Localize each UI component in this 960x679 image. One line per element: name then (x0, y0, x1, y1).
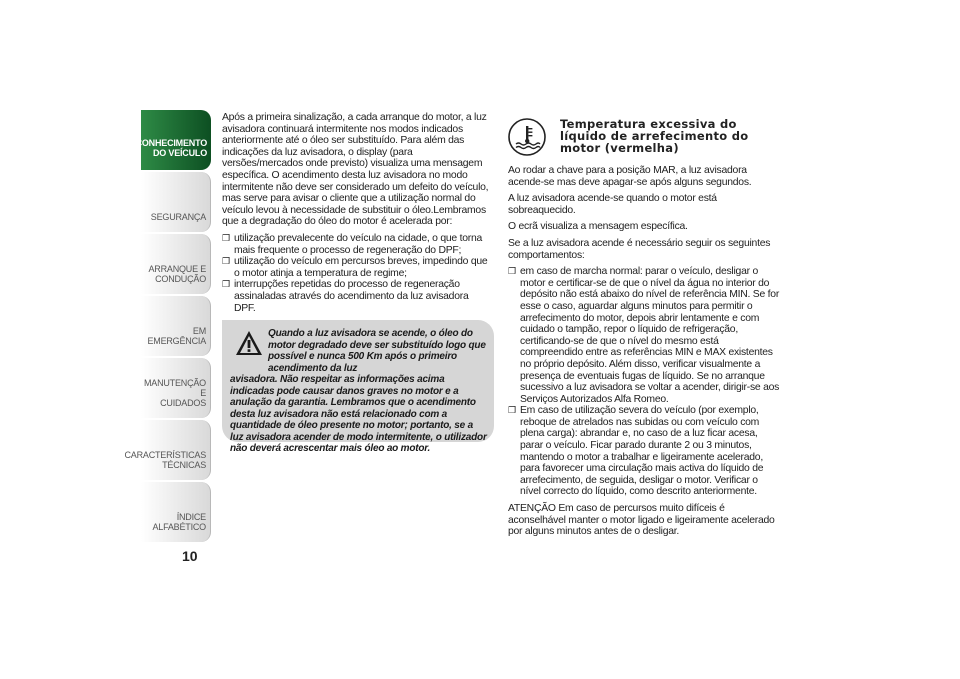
tab-seguranca[interactable] (141, 172, 211, 232)
warning-box (222, 320, 494, 454)
intro-paragraph: Após a primeira sinalização, a cada arranque do motor, a luz avisadora continuará intermitente nos modos indicados anteriormente até o óleo ser substituído. Para além das indicações da luz avisadora, o display (para versões/mercados onde previsto) visualiza uma mensagem específica. O acendimento desta luz avisadora no modo intermitente não deve ser considerado um defeito do veículo, mas serve para avisar o cliente que a utilização normal do veículo levou à necessidade de substituir o óleo.Lembramos que a degradação do óleo do motor é acelerada por: (222, 112, 489, 228)
chapter-sidebar (124, 110, 211, 544)
tab-label-line2: TÉCNICAS (162, 460, 206, 470)
tab-label-line2: CUIDADOS (160, 398, 206, 408)
list-item: ❒ interrupções repetidas do processo de regeneração assinaladas através do acendimento da luz avisadora DPF. (222, 279, 492, 314)
tab-label (151, 212, 206, 222)
tab-em-emergencia[interactable] (141, 296, 211, 356)
paragraph: A luz avisadora acende-se quando o motor está sobreaquecido. (508, 193, 717, 216)
tab-label (141, 512, 206, 532)
closing-note: ATENÇÃO Em caso de percursos muito difíceis é aconselhável manter o motor ligado e ligeiramente acelerado por alguns minutos antes de o desligar. (508, 503, 775, 538)
left-column (222, 112, 492, 319)
section-heading: Temperatura excessiva do líquido de arrefecimento do motor (vermelha) (560, 117, 749, 155)
behaviour-list (508, 266, 780, 498)
tab-label-line1: CONHECIMENTO (135, 138, 207, 148)
tab-label-line2: DO VEÍCULO (152, 148, 207, 158)
tab-conhecimento-do-veiculo[interactable] (135, 110, 211, 170)
tab-label-line1: MANUTENÇÃO E (143, 378, 206, 398)
tab-label (136, 138, 207, 158)
paragraph: Se a luz avisadora acende é necessário seguir os seguintes comportamentos: (508, 237, 771, 261)
paragraph: O ecrã visualiza a mensagem específica. (508, 221, 688, 233)
page-number: 10 (182, 548, 198, 564)
tab-label-line2: CONDUÇÃO (155, 274, 206, 284)
tab-label-line1: ARRANQUE E (148, 264, 206, 274)
warning-text-rest: avisadora. Não respeitar as informações acima indicadas pode causar danos graves no motor e a anulação da garantia. Lembramos que o acendimento desta luz avisadora não está relacionado com a quantidade de óleo presente no motor; portanto, se a luz avisadora acender de modo intermitente, o utilizador não deverá acrescentar mais óleo ao motor. (230, 374, 487, 454)
tab-caracteristicas-tecnicas[interactable] (124, 420, 211, 480)
tab-label-line2: ÍNDICE ALFABÉTICO (152, 512, 206, 532)
tab-label-line2: EM EMERGÊNCIA (147, 326, 206, 346)
tab-label-line2: SEGURANÇA (150, 212, 206, 222)
right-column (508, 165, 780, 543)
tab-indice-alfabetico[interactable] (141, 482, 211, 542)
tab-arranque-e-conducao[interactable] (141, 234, 211, 294)
tab-label-line1: CARACTERÍSTICAS (124, 450, 206, 460)
list-item: ❒ em caso de marcha normal: parar o veículo, desligar o motor e certificar-se de que o nível da água no interior do depósito não está abaixo do nível de referência MIN. Se for esse o caso, aguardar alguns minutos para permitir o arrefecimento do motor, depois abrir lentamente e com cuidado o tampão, repor o líquido de refrigeração, certificando-se de que o nível do mesmo está compreendido entre as referências MIN e MAX existentes no próprio depósito. Além disso, verificar visualmente a presença de eventuais fugas de líquido. Se no arranque sucessivo a luz avisadora se voltar a acender, dirigir-se aos Serviços Autorizados Alfa Romeo. (508, 266, 780, 405)
list-item: ❒ utilização do veículo em percursos breves, impedindo que o motor atinja a temperatura de regime; (222, 256, 492, 279)
paragraph: Ao rodar a chave para a posição MAR, a luz avisadora acende-se mas deve apagar-se após alguns segundos. (508, 165, 752, 188)
list-item: ❒ utilização prevalecente do veículo na cidade, o que torna mais frequente o processo de regeneração do DPF; (222, 233, 492, 256)
tab-label (141, 378, 206, 408)
coolant-temperature-icon (508, 118, 546, 156)
tab-label (148, 264, 206, 284)
warning-text (230, 328, 488, 455)
tab-manutencao-e-cuidados[interactable] (141, 358, 211, 418)
tab-label (124, 450, 206, 470)
list-item: ❒ Em caso de utilização severa do veículo (por exemplo, reboque de atrelados nas subidas ou com veículo com plena carga): abrandar e, no caso de a luz ficar acesa, parar o veículo. Ficar parado durante 2 ou 3 minutos, mantendo o motor a trabalhar e ligeiramente acelerado, para favorecer uma circulação mais activa do líquido de arrefecimento, de seguida, desligar o motor. Verificar o nível correcto do líquido, como descrito anteriormente. (508, 405, 780, 498)
warning-text-indented: Quando a luz avisadora se acende, o óleo do motor degradado deve ser substituído logo que possível e nunca 500 Km após o primeiro acendimento da luz (268, 328, 486, 374)
tab-label (141, 326, 206, 346)
degradation-causes-list (222, 233, 492, 314)
